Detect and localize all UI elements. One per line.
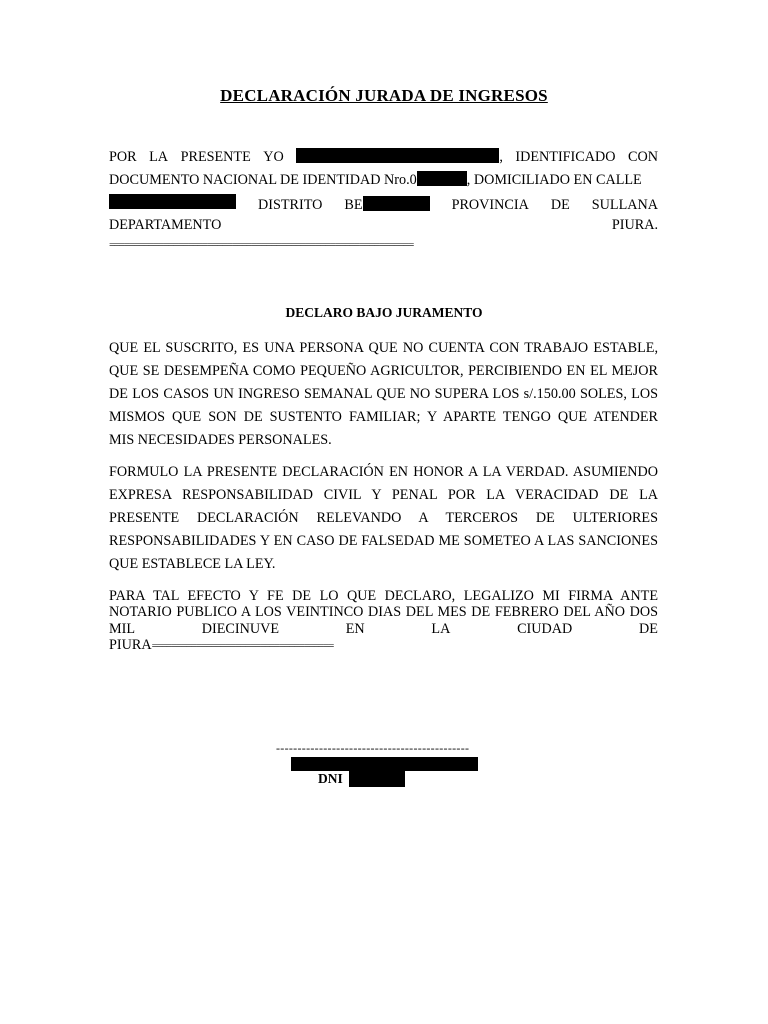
intro-word: IDENTIFICADO xyxy=(515,149,616,165)
document-title: DECLARACIÓN JURADA DE INGRESOS xyxy=(220,86,548,105)
paragraph-2-line: FORMULO LA PRESENTE DECLARACIÓN EN HONOR A LA VERDAD. ASUMIENDO xyxy=(109,464,658,480)
intro-word: DE xyxy=(550,197,570,213)
redacted-signer-dni xyxy=(349,771,405,787)
city-text: PIURA xyxy=(109,637,152,653)
redacted-name xyxy=(296,148,503,166)
section-heading: DECLARO BAJO JURAMENTO xyxy=(285,305,483,320)
district-group xyxy=(344,196,429,214)
p3-word: EN xyxy=(345,621,365,637)
redaction-bar xyxy=(296,148,499,163)
p3-word: LA xyxy=(431,621,451,637)
redacted-district xyxy=(363,196,430,211)
intro-line-1 xyxy=(109,148,658,166)
paragraph-2-line: EXPRESA RESPONSABILIDAD CIVIL Y PENAL POR LA VERACIDAD DE LA xyxy=(109,487,658,503)
intro-word: PROVINCIA xyxy=(451,197,529,213)
separator-line: ============================================================== xyxy=(109,239,414,251)
intro-line-4 xyxy=(109,216,658,234)
signature-line: --------------------------------------------- xyxy=(276,741,470,755)
intro-word: YO xyxy=(263,149,284,165)
redacted-signer-name xyxy=(291,757,478,771)
intro-word: CON xyxy=(628,149,658,165)
intro-line-2 xyxy=(109,171,642,189)
intro-word: POR xyxy=(109,149,137,165)
address-text: , DOMICILIADO EN CALLE xyxy=(466,172,642,188)
p3-word: DIECINUVE xyxy=(201,621,279,637)
paragraph-2-line: PRESENTE DECLARACIÓN RELEVANDO A TERCEROS DE ULTERIORES xyxy=(109,510,658,526)
paragraph-3-line: NOTARIO PUBLICO A LOS VEINTINCO DIAS DEL MES DE FEBRERO DEL AÑO DOS xyxy=(109,604,658,620)
intro-word: PRESENTE xyxy=(180,149,251,165)
p3-word: MIL xyxy=(109,621,136,637)
intro-word: SULLANA xyxy=(591,197,658,213)
intro-word: DEPARTAMENTO xyxy=(109,217,222,233)
p3-word: DE xyxy=(639,621,658,637)
redacted-street xyxy=(109,194,236,209)
p3-word: CIUDAD xyxy=(517,621,573,637)
paragraph-1-line: QUE EL SUSCRITO, ES UNA PERSONA QUE NO CUENTA CON TRABAJO ESTABLE, xyxy=(109,340,658,356)
intro-line-3 xyxy=(109,194,658,214)
paragraph-1-line: DE LOS CASOS UN INGRESO SEMANAL QUE NO SUPERA LOS s/.150.00 SOLES, LOS xyxy=(109,386,658,402)
intro-word: LA xyxy=(149,149,169,165)
intro-word: BE xyxy=(344,197,363,213)
paragraph-3-line: PARA TAL EFECTO Y FE DE LO QUE DECLARO, LEGALIZO MI FIRMA ANTE xyxy=(109,588,658,604)
intro-comma: , xyxy=(499,149,503,165)
paragraph-1-line: MIS NECESIDADES PERSONALES. xyxy=(109,432,332,448)
intro-word: DISTRITO xyxy=(258,197,323,213)
closing-rule: ===================================== xyxy=(151,640,334,652)
paragraph-2-line: QUE ESTABLECE LA LEY. xyxy=(109,556,276,572)
paragraph-2-line: RESPONSABILIDADES Y EN CASO DE FALSEDAD ME SOMETEO A LAS SANCIONES xyxy=(109,533,658,549)
dni-text: DOCUMENTO NACIONAL DE IDENTIDAD Nro.0 xyxy=(109,172,417,188)
paragraph-3-line xyxy=(109,636,333,655)
paragraph-1-line: MISMOS QUE SON DE SUSTENTO FAMILIAR; Y APARTE TENGO QUE ATENDER xyxy=(109,409,658,425)
dni-label: DNI xyxy=(318,771,343,786)
paragraph-1-line: QUE SE DESEMPEÑA COMO PEQUEÑO AGRICULTOR, PERCIBIENDO EN EL MEJOR xyxy=(109,363,658,379)
redacted-dni xyxy=(417,171,467,186)
intro-word: PIURA. xyxy=(611,217,658,233)
